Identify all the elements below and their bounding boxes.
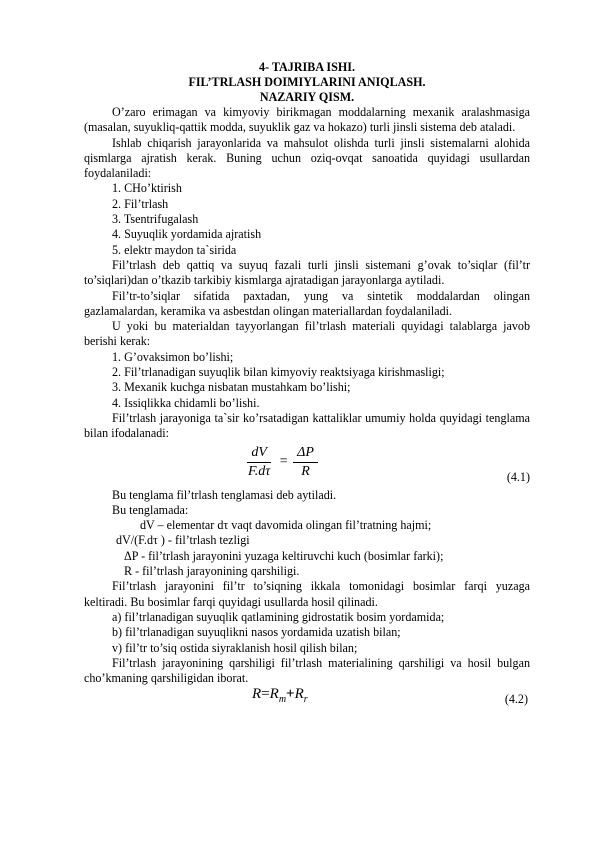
list-item: a) fil’trlanadigan suyuqlik qatlamining gidrostatik bosim yordamida; [112, 609, 445, 624]
pressure-methods-list [84, 610, 530, 656]
list-item: 2. Fil’trlash [112, 196, 169, 211]
equals-sign: = [279, 454, 288, 470]
lab-title: 4- TAJRIBA ISHI. [259, 60, 355, 74]
separation-methods-list [84, 181, 530, 257]
lab-subtitle: FIL’TRLASH DOIMIYLARINI ANIQLASH. [188, 75, 426, 89]
section-title: NAZARIY QISM. [259, 90, 355, 104]
paragraph: Ishlab chiqarish jarayonlarida va mahsulot olishda turli jinsli sistemalarni alohida qismlarga ajratish kerak. Buning uchun oziq-ovqat sanoatida quyidagi usullardan foydalaniladi: [84, 135, 530, 181]
list-item: 4. Issiqlikka chidamli bo’lishi. [112, 395, 260, 410]
list-item: 4. Suyuqlik yordamida ajratish [112, 227, 262, 242]
equals-sign: = [261, 686, 270, 703]
list-item: 1. CHo’ktirish [112, 181, 182, 196]
list-item: 5. elektr maydon ta`sirida [112, 242, 237, 257]
numerator-left: dV [247, 444, 271, 463]
equation-body [244, 444, 318, 481]
resistance-equation [84, 686, 530, 708]
paragraph: Fil’trlash jarayoniga ta`sir ko’rsatadigan kattaliklar umumiy holda quyidagi tenglama bilan ifodalanadi: [84, 410, 530, 441]
definitions [84, 518, 530, 579]
numerator-right: ΔP [293, 444, 318, 463]
list-item: 2. Fil’trlanadigan suyuqlik bilan kimyoviy reaktsiyaga kirishmasligi; [112, 365, 445, 380]
plus-sign: + [286, 686, 295, 703]
term-r: R [294, 686, 304, 703]
paragraph: Fil’tr-to’siqlar sifatida paxtadan, yung va sintetik moddalardan olingan gazlamalardan, keramika va asbestdan olingan materiallardan foydalaniladi. [84, 288, 530, 318]
equation-body [252, 686, 308, 705]
list-item: 3. Tsentrifugalash [112, 212, 199, 227]
list-item: b) fil’trlanadigan suyuqlikni nasos yordamida uzatish bilan; [112, 625, 401, 640]
definition-dv: dV – elementar dτ vaqt davomida olingan fil’tratning hajmi; [140, 518, 432, 533]
denominator-right: R [301, 463, 310, 479]
lhs-r: R [252, 686, 262, 703]
equation-number: (4.1) [506, 469, 530, 484]
definition-dp: ΔP - fil’trlash jarayonini yuzaga keltiruvchi kuch (bosimlar farki); [124, 548, 444, 563]
term-r: R [269, 686, 279, 703]
paragraph: Bu tenglama fil’trlash tenglamasi deb aytiladi. [112, 487, 337, 502]
list-item: 3. Mexanik kuchga nisbatan mustahkam bo’lishi; [112, 380, 351, 395]
document-page [84, 60, 530, 708]
subscript-r: r [303, 694, 308, 706]
paragraph: O’zaro erimagan va kimyoviy birikmagan moddalarning mexanik aralashmasiga (masalan, suyukliq-qattik modda, suyuklik gaz va hokazo) turli jinsli sistema deb ataladi. [84, 105, 530, 135]
list-item: v) fil’tr to’siq ostida siyraklanish hosil qilish bilan; [112, 640, 358, 655]
list-item: 1. G’ovaksimon bo’lishi; [112, 349, 234, 364]
definition-r: R - fil’trlash jarayonining qarshiligi. [124, 564, 300, 579]
requirements-list [84, 350, 530, 411]
denominator-left: F.dτ [248, 463, 271, 479]
paragraph: Fil’trlash jarayonining qarshiligi fil’trlash materialining qarshiligi va hosil bulgan cho’kmaning qarshiligidan iborat. [84, 655, 530, 686]
equation-number: (4.2) [504, 692, 528, 707]
paragraph: Bu tenglamada: [112, 502, 189, 517]
definition-rate: dV/(F.dτ ) - fil’trlash tezligi [116, 533, 250, 548]
paragraph: Fil’trlash jarayonini fil’tr to’siqning ikkala tomonidagi bosimlar farqi yuzaga keltiradi. Bu bosimlar farqi quyidagi usullarda hosil qilinadi. [84, 579, 530, 609]
subscript-m: m [278, 694, 287, 706]
paragraph: U yoki bu materialdan tayyorlangan fil’trlash materiali quyidagi talablarga javob berishi kerak: [84, 319, 530, 349]
paragraph: Fil’trlash deb qattiq va suyuq fazali turli jinsli sistemani g’ovak to’siqlar (fil’tr to’siqlari)dan o’tkazib tarkibiy kismlarga ajratadigan jarayonlarga aytiladi. [84, 257, 530, 288]
filtration-equation [84, 442, 530, 488]
